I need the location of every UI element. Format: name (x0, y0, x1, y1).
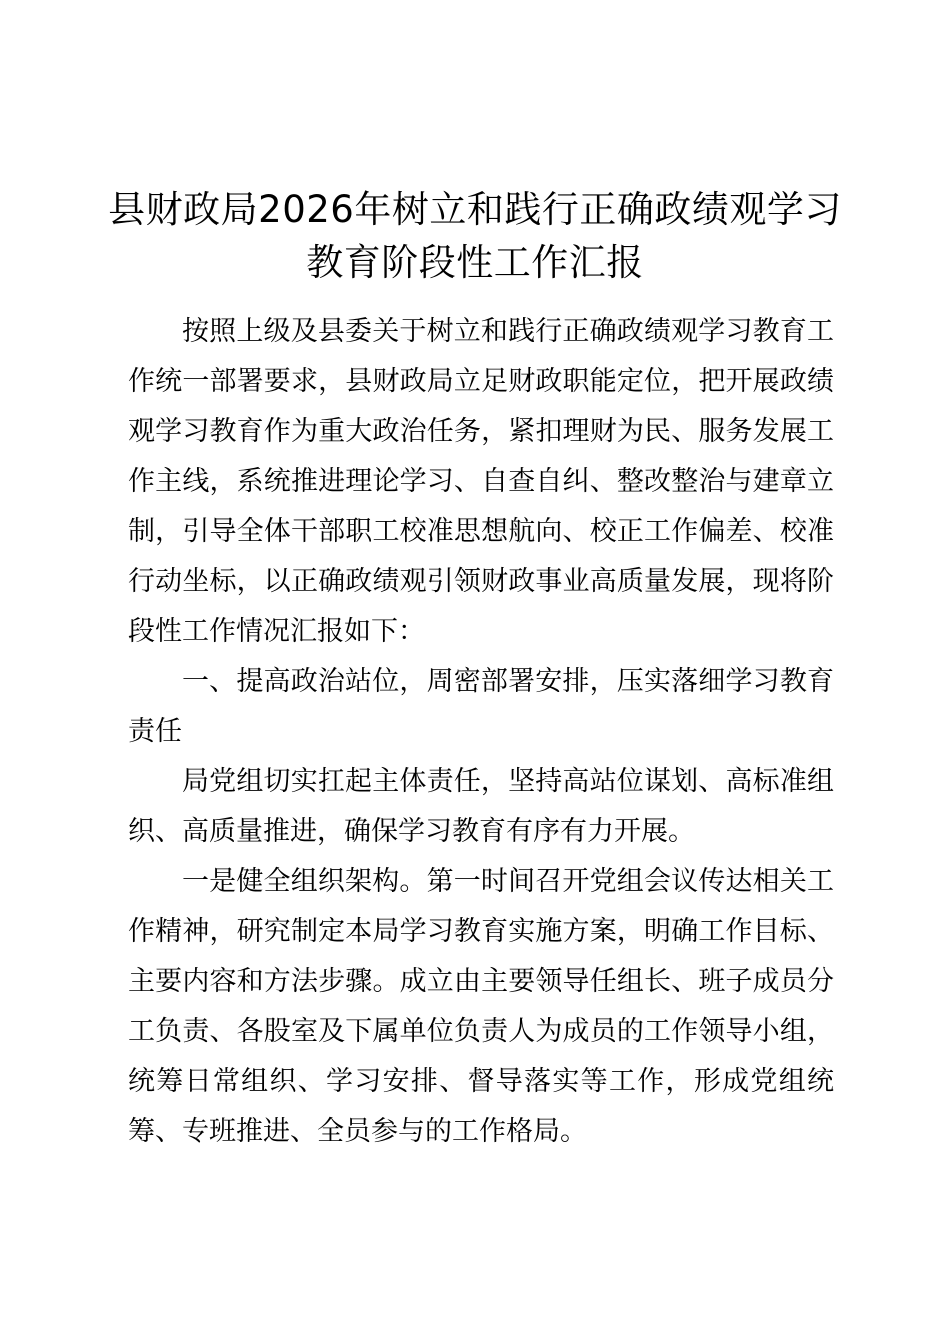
section-1-paragraph: 局党组切实扛起主体责任，坚持高站位谋划、高标准组织、高质量推进，确保学习教育有序有力开展。 (128, 766, 834, 847)
title-line-1: 县财政局2026年树立和践行正确政绩观学习 (108, 188, 842, 231)
intro-paragraph: 按照上级及县委关于树立和践行正确政绩观学习教育工作统一部署要求，县财政局立足财政职能定位，把开展政绩观学习教育作为重大政治任务，紧扣理财为民、服务发展工作主线，系统推进理论学习、自查自纠、整改整治与建章立制，引导全体干部职工校准思想航向、校正工作偏差、校准行动坐标，以正确政绩观引领财政事业高质量发展，现将阶段性工作情况汇报如下： (128, 316, 834, 647)
title-line-2: 教育阶段性工作汇报 (306, 241, 644, 284)
document-title (100, 183, 850, 289)
section-heading-1: 一、提高政治站位，周密部署安排，压实落细学习教育责任 (128, 666, 834, 747)
section-1-item-1-paragraph: 一是健全组织架构。第一时间召开党组会议传达相关工作精神，研究制定本局学习教育实施方案，明确工作目标、主要内容和方法步骤。成立由主要领导任组长、班子成员分工负责、各股室及下属单位负责人为成员的工作领导小组，统筹日常组织、学习安排、督导落实等工作，形成党组统筹、专班推进、全员参与的工作格局。 (128, 866, 834, 1147)
document-body (128, 307, 834, 1157)
